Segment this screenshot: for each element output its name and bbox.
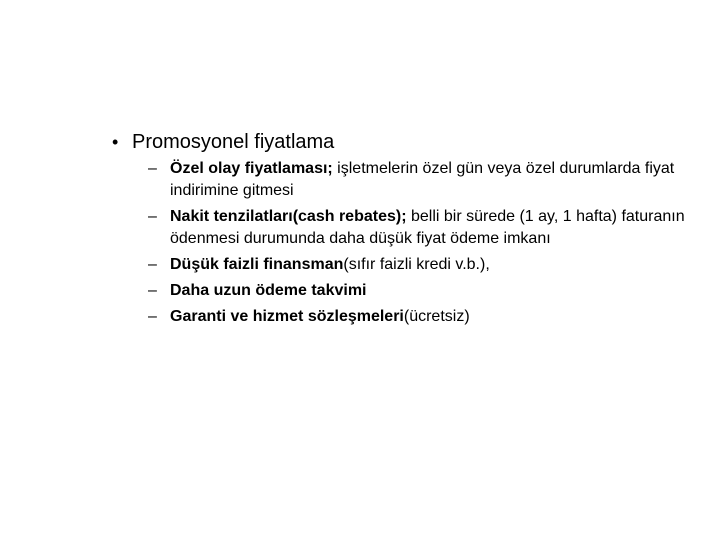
sub-bullet-bold: Nakit tenzilatları(cash rebates);: [170, 208, 407, 225]
sub-bullet-bold: Düşük faizli finansman: [170, 256, 344, 273]
sub-bullet-rest: belli bir sürede (1 ay, 1 hafta) faturanın ödenmesi durumunda daha düşük fiyat ödeme imkanı: [170, 208, 685, 247]
sub-bullet-rest: işletmelerin özel gün veya özel durumlarda fiyat indirimine gitmesi: [170, 160, 675, 199]
dash-icon: –: [148, 256, 157, 273]
sub-bullet-bold: Özel olay fiyatlaması;: [170, 160, 333, 177]
dash-icon: –: [148, 208, 157, 225]
slide-content: [112, 128, 702, 332]
dash-icon: –: [148, 282, 157, 299]
sub-bullet-text: [170, 206, 690, 250]
sub-bullet-bold: Garanti ve hizmet sözleşmeleri: [170, 308, 404, 325]
sub-bullet-item: [148, 306, 702, 328]
sub-bullet-text: [170, 158, 690, 202]
dash-icon: –: [148, 308, 157, 325]
main-bullet-item: [112, 128, 702, 156]
main-bullet-text: Promosyonel fiyatlama: [132, 131, 335, 153]
sub-bullet-bold: Daha uzun ödeme takvimi: [170, 282, 367, 299]
sub-bullet-item: [148, 158, 702, 202]
sub-bullet-item: [148, 280, 702, 302]
sub-bullet-text: [170, 280, 690, 302]
sub-bullet-item: [148, 206, 702, 250]
sub-bullet-list: [148, 158, 702, 328]
sub-bullet-text: [170, 254, 690, 276]
sub-bullet-rest: (sıfır faizli kredi v.b.),: [343, 256, 490, 273]
dash-icon: –: [148, 160, 157, 177]
bullet-icon: •: [112, 132, 119, 152]
sub-bullet-rest: (ücretsiz): [403, 308, 470, 325]
sub-bullet-text: [170, 306, 690, 328]
sub-bullet-item: [148, 254, 702, 276]
